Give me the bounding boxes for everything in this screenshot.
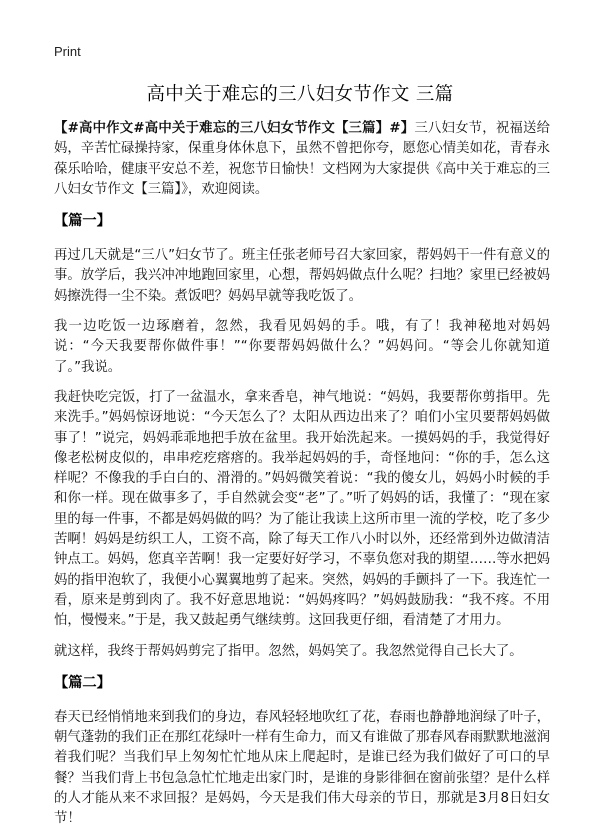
print-label: Print (54, 44, 81, 59)
document-title: 高中关于难忘的三八妇女节作文 三篇 (146, 84, 454, 105)
section-1-paragraph-1: 再过几天就是“三八”妇女节了。班主任张老师号召大家回家，帮妈妈干一件有意义的事。放学后，我兴冲冲地跑回家里，心想，帮妈妈做点什么呢？扫地？家里已经被妈妈擦洗得一尘不染。煮饭吧？妈妈早就等我吃饭了。 (54, 248, 550, 304)
document-body (54, 119, 550, 830)
section-heading: 【篇一】 (54, 213, 111, 230)
section-heading: 【篇二】 (54, 674, 111, 691)
section-1-paragraph-3: 我赶快吃完饭，打了一盆温水，拿来香皂，神气地说：“妈妈，我要帮你剪指甲。先来洗手。”妈妈惊讶地说：“今天怎么了？太阳从西边出来了？咱们小宝贝要帮妈妈做事了！”说完，妈妈乖乖地把手放在盆里。我开始洗起来。一摸妈妈的手，我觉得好像老松树皮似的，串串疙疙瘩瘩的。我举起妈妈的手，奇怪地问：“你的手，怎么这样呢？不像我的手白白的、滑滑的。”妈妈微笑着说：“我的傻女儿，妈妈小时候的手和你一样。现在做事多了，手自然就会变“老”了。”听了妈妈的话，我懂了：“现在家里的每一件事，不都是妈妈做的吗？为了能让我读上这所市里一流的学校，吃了多少苦啊！妈妈是纺织工人，工资不高，除了每天工作八小时以外，还经常到外边做清洁钟点工。妈妈，您真辛苦啊！我一定要好好学习，不辜负您对我的期望……等水把妈妈的指甲泡软了，我便小心翼翼地剪了起来。突然，妈妈的手颤抖了一下。我连忙一看，原来是剪到肉了。我不好意思地说：“妈妈疼吗？”妈妈鼓励我：“我不疼。不用怕，慢慢来。”于是，我又鼓起勇气继续剪。这回我更仔细，看清楚了才用力。 (54, 389, 550, 629)
intro-paragraph (54, 119, 550, 200)
intro-tag: 【#高中作文#高中关于难忘的三八妇女节作文【三篇】#】 (54, 121, 415, 136)
intro-text: 三八妇女节，祝福送给妈，辛苦忙碌操持家，保重身体休息下，虽然不曾把你夸，愿您心情美如花，青春永葆乐哈哈，健康平安总不差，祝您节日愉快！文档网为大家提供《高中关于难忘的三八妇女节作文【三篇】》，欢迎阅读。 (54, 121, 550, 197)
section-1-paragraph-2: 我一边吃饭一边琢磨着，忽然，我看见妈妈的手。哦，有了！我神秘地对妈妈说：“今天我要帮你做件事！”“你要帮妈妈做什么？”妈妈问。“等会儿你就知道了。”我说。 (54, 319, 550, 375)
section-1-paragraph-4: 就这样，我终于帮妈妈剪完了指甲。忽然，妈妈笑了。我忽然觉得自己长大了。 (54, 643, 523, 659)
section-2-paragraph-1: 春天已经悄悄地来到我们的身边，春风轻轻地吹红了花，春雨也静静地润绿了叶子，朝气蓬勃的我们正在那红花绿叶一样有生命力，而又有谁做了那春风春雨默默地滋润着我们呢？当我们早上匆匆忙忙地从床上爬起时，是谁已经为我们做好了可口的早餐？当我们背上书包急急忙忙地走出家门时，是谁的身影徘徊在窗前张望？是什么样的人才能从来不求回报？是妈妈，今天是我们伟大母亲的节日，那就是3月8日妇女节！ (54, 709, 550, 827)
